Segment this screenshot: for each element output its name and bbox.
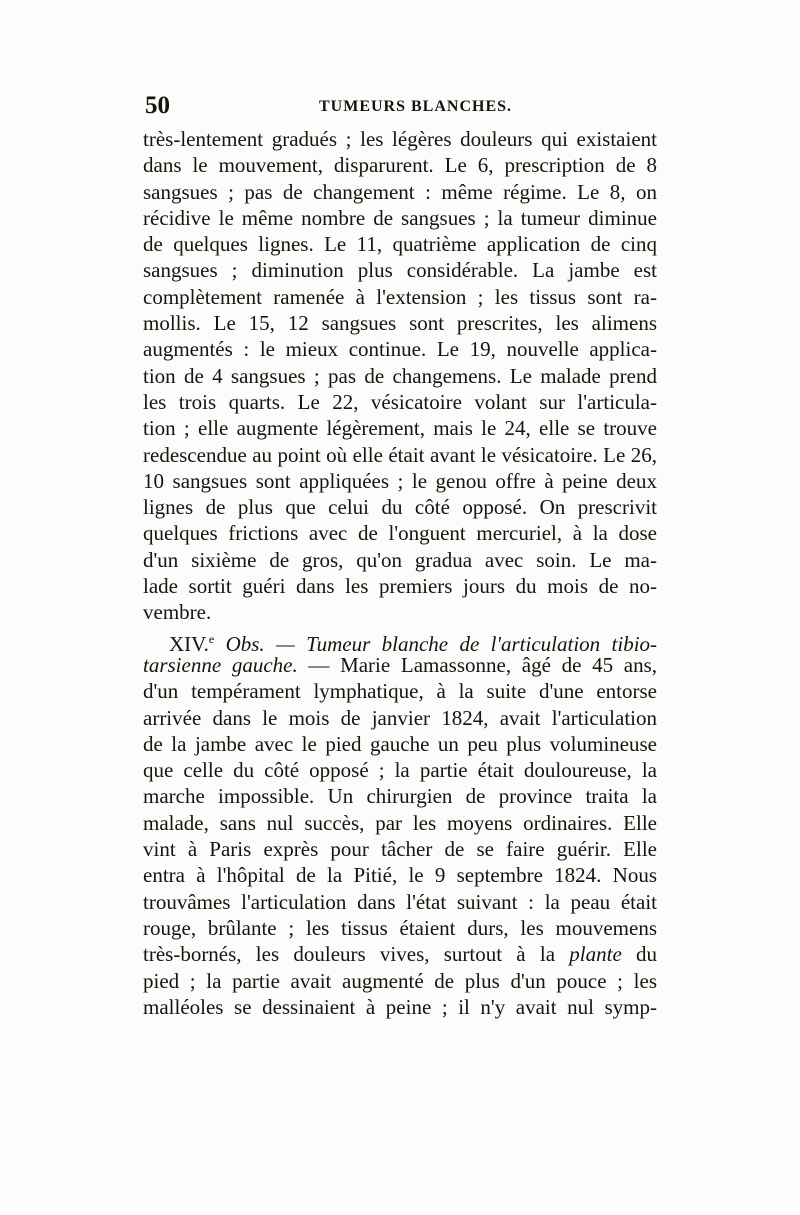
text-line: marche impossible. Un chirurgien de province traita la (143, 784, 657, 809)
text-line: 10 sangsues sont appliquées ; le genou offre à peine deux (143, 468, 657, 493)
text-line (143, 941, 657, 967)
text-line: de la jambe avec le pied gauche un peu plus volumineuse (143, 731, 657, 756)
text-line: d'un sixième de gros, qu'on gradua avec soin. Le ma- (143, 547, 657, 572)
text-line: mollis. Le 15, 12 sangsues sont prescrites, les alimens (143, 311, 657, 336)
text-line: entra à l'hôpital de la Pitié, le 9 septembre 1824. Nous (143, 863, 657, 888)
running-title: TUMEURS BLANCHES. (319, 98, 513, 115)
text-line: sangsues ; diminution plus considérable. La jambe est (143, 258, 657, 283)
text-line: lade sortit guéri dans les premiers jours du mois de no- (143, 574, 657, 599)
body-text (143, 126, 657, 1020)
page-header (145, 92, 655, 122)
text-line: vint à Paris exprès pour tâcher de se faire guérir. Elle (143, 837, 657, 862)
text-line: pied ; la partie avait augmenté de plus d'un pouce ; les (143, 968, 657, 993)
observation-title-cont: tarsienne gauche. (143, 652, 298, 677)
text-line: trouvâmes l'articulation dans l'état suivant : la peau était (143, 889, 657, 914)
observation-text: Marie Lamassonne, âgé de 45 ans, (340, 652, 657, 677)
observation-dash: — (276, 631, 295, 652)
text-line: de quelques lignes. Le 11, quatrième application de cinq (143, 232, 657, 257)
text-line: dans le mouvement, disparurent. Le 6, prescription de 8 (143, 153, 657, 178)
observation-superscript: e (208, 631, 215, 646)
text-line: très-lentement gradués ; les légères douleurs qui existaient (143, 127, 657, 151)
text-line: malléoles se dessinaient à peine ; il n'y avait nul symp- (143, 994, 657, 1019)
text-line: lignes de plus que celui du côté opposé. On prescrivit (143, 495, 657, 520)
text-line (143, 652, 657, 678)
text-line: tion ; elle augmente légèrement, mais le 24, elle se trouve (143, 416, 657, 441)
italic-word: plante (569, 942, 622, 967)
page-number: 50 (145, 92, 170, 119)
observation-title: Tumeur blanche de l'articulation tibio- (306, 631, 657, 652)
text-line: arrivée dans le mois de janvier 1824, avait l'articulation (143, 705, 657, 730)
line-text-after: du (636, 942, 657, 967)
observation-number: XIV. (169, 631, 209, 652)
line-text-before: très-bornés, les douleurs vives, surtout à la (143, 942, 556, 967)
text-line: malade, sans nul succès, par les moyens ordinaires. Elle (143, 810, 657, 835)
text-line: rouge, brûlante ; les tissus étaient durs, les mouvemens (143, 915, 657, 940)
text-line: récidive le même nombre de sangsues ; la tumeur diminue (143, 205, 657, 230)
text-line: quelques frictions avec de l'onguent mercuriel, à la dose (143, 521, 657, 546)
text-line: augmentés : le mieux continue. Le 19, nouvelle applica- (143, 337, 657, 362)
text-line: d'un tempérament lymphatique, à la suite d'une entorse (143, 679, 657, 704)
text-line: vembre. (143, 600, 212, 625)
text-line: redescendue au point où elle était avant le vésicatoire. Le 26, (143, 442, 657, 467)
text-line: les trois quarts. Le 22, vésicatoire volant sur l'articula- (143, 389, 657, 414)
observation-heading (143, 626, 657, 652)
text-line: sangsues ; pas de changement : même régime. Le 8, on (143, 179, 657, 204)
text-line: que celle du côté opposé ; la partie était douloureuse, la (143, 758, 657, 783)
observation-dash: — (308, 652, 330, 677)
observation-label: Obs. (225, 631, 265, 652)
text-line: complètement ramenée à l'extension ; les tissus sont ra- (143, 284, 657, 309)
text-line: tion de 4 sangsues ; pas de changemens. Le malade prend (143, 363, 657, 388)
